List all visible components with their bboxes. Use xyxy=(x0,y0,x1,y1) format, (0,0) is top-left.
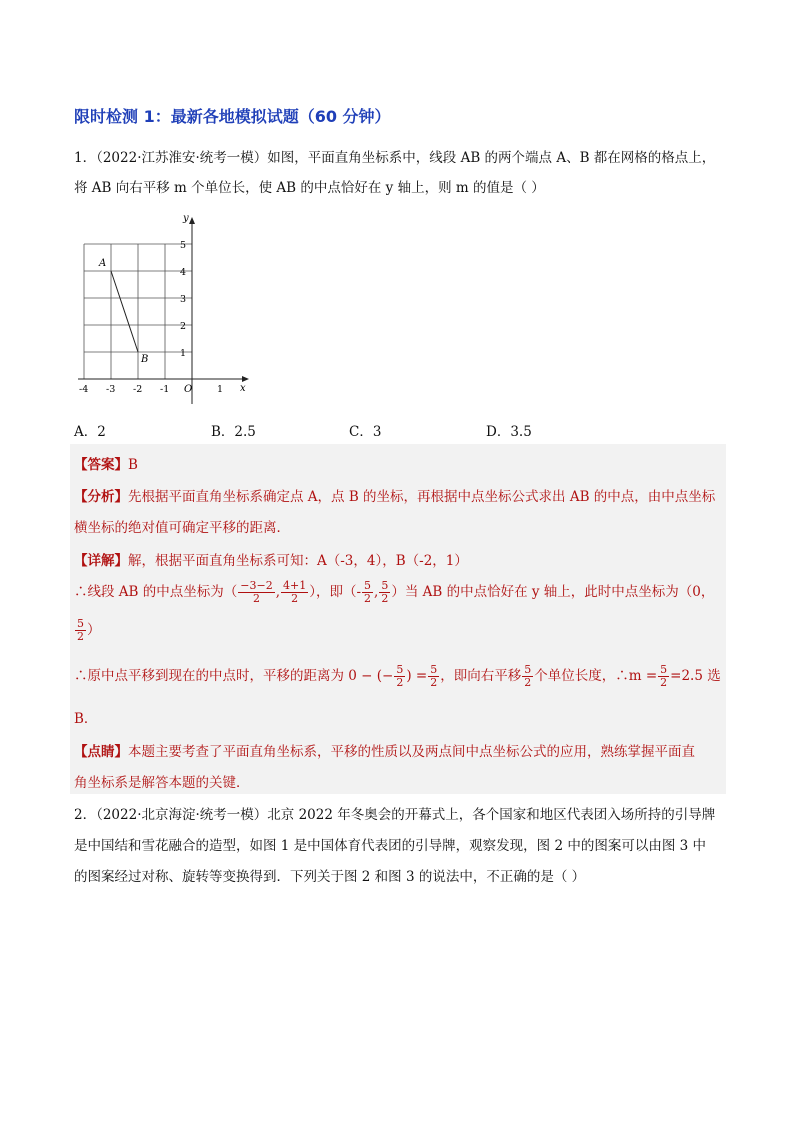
x-tick-label: -3 xyxy=(106,384,116,395)
origin-label: O xyxy=(184,384,193,395)
fraction-denominator: 2 xyxy=(252,592,260,605)
point-text: 本题主要考查了平面直角坐标系，平移的性质以及两点间中点坐标公式的应用，熟练掌握平面直 xyxy=(128,744,695,760)
segment-ab xyxy=(111,271,138,352)
fraction-denominator: 2 xyxy=(660,676,668,689)
fraction-denominator: 2 xyxy=(381,592,389,605)
fraction-denominator: 2 xyxy=(396,676,404,689)
point-tag: 【点睛】 xyxy=(74,744,128,760)
fraction-denominator: 2 xyxy=(524,676,532,689)
detail-text: ) = xyxy=(406,668,428,684)
choice-c: C．3 xyxy=(349,424,382,440)
x-axis-label: x xyxy=(240,383,246,394)
y-tick-label: 3 xyxy=(180,294,187,305)
fraction-numerator: 5 xyxy=(524,663,532,676)
fraction-numerator: 5 xyxy=(660,663,668,676)
fraction-numerator: 5 xyxy=(364,579,372,592)
y-tick-label: 5 xyxy=(180,240,187,251)
fraction xyxy=(281,580,308,605)
answer-tag: 【答案】 xyxy=(74,457,128,473)
fraction xyxy=(238,580,274,605)
x-axis-arrow xyxy=(242,376,249,382)
x-tick-label: 1 xyxy=(217,384,224,395)
detail-text: ） xyxy=(87,622,101,638)
fraction-numerator: 5 xyxy=(396,663,404,676)
analysis-line1 xyxy=(74,485,715,505)
analysis-line2: 横坐标的绝对值可确定平移的距离． xyxy=(74,520,290,536)
detail-text: =2.5 选 xyxy=(670,668,721,684)
analysis-tag: 【分析】 xyxy=(74,489,128,505)
detail-text: ），即（- xyxy=(309,584,362,600)
point-a-label: A xyxy=(99,258,107,269)
fraction-denominator: 2 xyxy=(364,592,372,605)
fraction xyxy=(362,580,373,605)
y-axis-label: y xyxy=(183,213,189,224)
point-line1 xyxy=(74,740,695,760)
detail-line3 xyxy=(74,618,101,643)
y-axis-arrow xyxy=(189,217,195,224)
fraction-numerator: 5 xyxy=(77,617,84,630)
fraction xyxy=(428,664,439,689)
y-tick-label: 1 xyxy=(180,348,187,359)
fraction-numerator: 4+1 xyxy=(283,579,307,592)
q1-text-line2: 将 AB 向右平移 m 个单位长，使 AB 的中点恰好在 y 轴上，则 m 的值是（ ） xyxy=(74,180,545,196)
detail-text: ∴线段 AB 的中点坐标为（ xyxy=(74,584,238,600)
detail-text: ）当 AB 的中点恰好在 y 轴上，此时中点坐标为（0， xyxy=(391,584,715,600)
fraction xyxy=(522,664,533,689)
choice-d: D．3.5 xyxy=(486,424,532,440)
detail-line2: ∴线段 AB 的中点坐标为（ $\frac{-3-2}{2}$ , $\frac{4+1}{2}$ ），即（- $\frac{5}{2}$ , $\frac{5}{2}$ ）当 AB 的中点恰好在 y 轴上，此时中点坐标为（0， xyxy=(74,579,715,605)
answer-value: B xyxy=(128,457,138,473)
q2-text-line2: 是中国结和雪花融合的造型，如图 1 是中国体育代表团的引导牌，观察发现，图 2 中的图案可以由图 3 中 xyxy=(74,838,707,854)
fraction-denominator: 2 xyxy=(291,592,299,605)
x-tick-label: -1 xyxy=(160,384,170,395)
detail-text: ，即向右平移 xyxy=(440,668,522,684)
coordinate-graph xyxy=(74,204,264,409)
page-title: 限时检测 1：最新各地模拟试题（60 分钟） xyxy=(74,107,391,126)
fraction xyxy=(379,580,390,605)
fraction-numerator: 5 xyxy=(381,579,389,592)
q1-text-line1: 1．（2022·江苏淮安·统考一模）如图，平面直角坐标系中，线段 AB 的两个端点 A、B 都在网格的格点上， xyxy=(74,150,716,166)
fraction-denominator: 2 xyxy=(77,630,84,643)
point-line2: 角坐标系是解答本题的关键． xyxy=(74,775,250,791)
choice-b: B．2.5 xyxy=(211,424,256,440)
x-tick-label: -4 xyxy=(79,384,89,395)
detail-text: 个单位长度，∴m = xyxy=(534,668,658,684)
point-b-label: B xyxy=(141,354,149,365)
detail-line1 xyxy=(74,549,468,569)
fraction-denominator: 2 xyxy=(430,676,438,689)
answer-line xyxy=(74,453,138,473)
fraction xyxy=(75,618,86,643)
detail-text: 解，根据平面直角坐标系可知：A（-3，4），B（-2，1） xyxy=(128,553,468,569)
detail-tag: 【详解】 xyxy=(74,553,128,569)
detail-line4 xyxy=(74,664,721,689)
y-tick-label: 4 xyxy=(180,267,187,278)
analysis-text: 先根据平面直角坐标系确定点 A，点 B 的坐标，再根据中点坐标公式求出 AB 的中点，由中点坐标 xyxy=(128,489,716,505)
fraction xyxy=(394,664,405,689)
choice-a: A．2 xyxy=(74,424,106,440)
y-tick-label: 2 xyxy=(180,321,187,332)
fraction-numerator: −3−2 xyxy=(240,579,273,592)
fraction xyxy=(658,664,669,689)
fraction-numerator: 5 xyxy=(430,663,438,676)
detail-line5: B． xyxy=(74,711,98,727)
q2-text-line3: 的图案经过对称、旋转等变换得到．下列关于图 2 和图 3 的说法中，不正确的是（ ） xyxy=(74,869,586,885)
detail-text: ∴原中点平移到现在的中点时，平移的距离为 0 − (− xyxy=(74,668,394,684)
x-tick-label: -2 xyxy=(133,384,143,395)
q2-text-line1: 2．（2022·北京海淀·统考一模）北京 2022 年冬奥会的开幕式上，各个国家和地区代表团入场所持的引导牌 xyxy=(74,807,716,823)
